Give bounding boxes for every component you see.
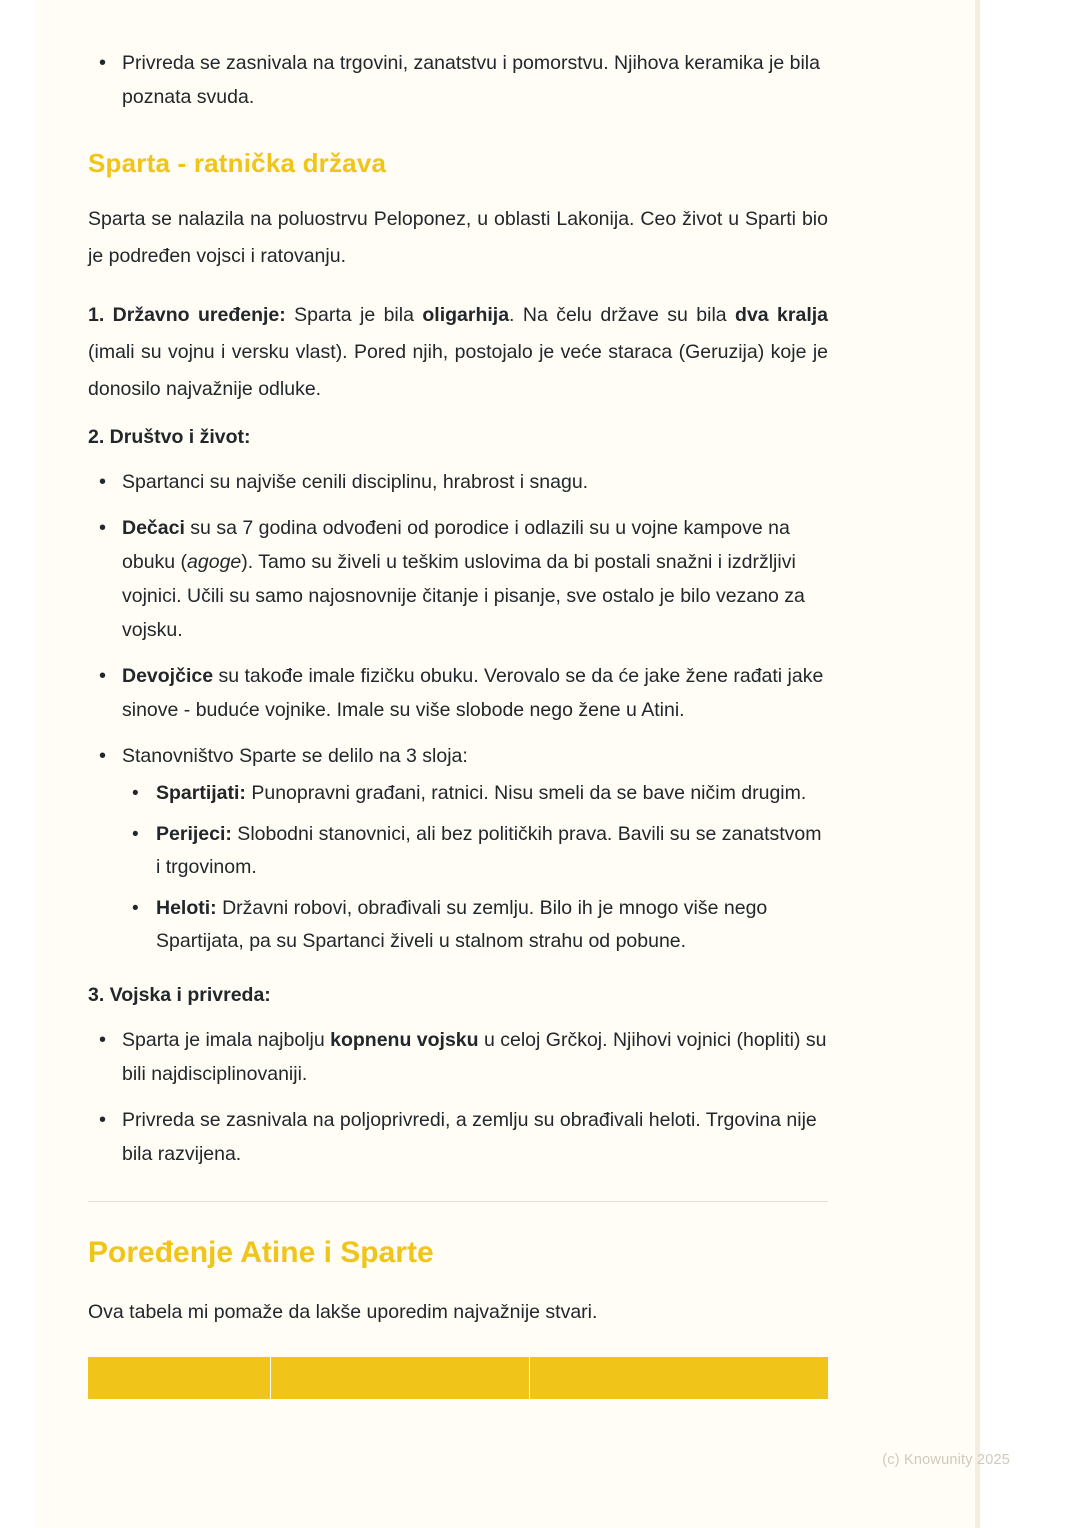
sparta-intro: Sparta se nalazila na poluostrvu Peloponez, u oblasti Lakonija. Ceo život u Sparti bio je podređen vojsci i ratovanju.	[88, 208, 828, 267]
point-1-text-b: . Na čelu države su bila	[509, 304, 736, 326]
point-1-bold-b: dva kralja	[735, 304, 829, 326]
bullet-text-b: u celoj Grčkoj. Njihovi vojnici (hopliti) su bili najdisciplinovaniji.	[122, 1029, 827, 1085]
comparison-table-header	[88, 1357, 828, 1399]
document-content	[88, 0, 828, 1399]
society-bullet-list	[88, 465, 828, 958]
bullet-text-a: Sparta je imala najbolju	[122, 1029, 331, 1051]
footer-credit: (c) Knowunity 2025	[882, 1452, 1010, 1468]
list-item	[122, 777, 828, 810]
social-classes-list	[122, 777, 828, 958]
list-item	[88, 511, 828, 647]
list-item	[88, 659, 828, 727]
list-item	[122, 818, 828, 884]
bullet-text: Privreda se zasnivala na trgovini, zanatstvu i pomorstvu. Njihova keramika je bila poznata svuda.	[122, 52, 820, 108]
point-1-label: 1. Državno uređenje:	[88, 304, 286, 326]
bullet-text-2: ). Tamo su živeli u teškim uslovima da bi postali snažni i izdržljivi vojnici. Učili su samo najosnovnije čitanje i pisanje, sve ostalo je bilo vezano za vojsku.	[122, 551, 805, 641]
bullet-text: Stanovništvo Sparte se delilo na 3 sloja:	[122, 745, 468, 767]
army-bullet-list	[88, 1023, 828, 1171]
bullet-text-a: Privreda se zasnivala na poljoprivredi, a zemlju su obrađivali heloti. Trgovina nije bila razvijena.	[122, 1109, 817, 1165]
page-left-margin	[0, 0, 35, 1528]
table-header-cell-1	[88, 1357, 270, 1399]
sparta-point-2-heading: 2. Društvo i život:	[88, 426, 251, 448]
list-item	[88, 46, 828, 114]
class-desc: Slobodni stanovnici, ali bez političkih prava. Bavili su se zanatstvom i trgovinom.	[156, 823, 822, 878]
table-header-cell-3	[530, 1357, 828, 1399]
sparta-point-3-heading: 3. Vojska i privreda:	[88, 984, 271, 1006]
table-header-cell-2	[271, 1357, 529, 1399]
class-name: Heloti:	[156, 897, 217, 919]
page-right-margin	[980, 0, 1080, 1528]
point-1-text-c: (imali su vojnu i versku vlast). Pored njih, postojalo je veće staraca (Geruzija) koje je donosilo najvažnije odluke.	[88, 341, 828, 400]
bullet-text: su takođe imale fizičku obuku. Verovalo se da će jake žene rađati jake sinove - buduće vojnike. Imale su više slobode nego žene u Atini.	[122, 665, 824, 721]
bullet-italic: agoge	[187, 551, 242, 573]
list-item	[122, 892, 828, 958]
bullet-text: Spartanci su najviše cenili disciplinu, hrabrost i snagu.	[122, 471, 589, 493]
bullet-bold: Devojčice	[122, 665, 214, 687]
point-1-text-a: Sparta je bila	[285, 304, 423, 326]
point-1-bold-a: oligarhija	[422, 304, 510, 326]
bullet-text: su sa 7 godina odvođeni od porodice i odlazili su u vojne kampove na obuku (	[122, 517, 790, 573]
class-desc: Državni robovi, obrađivali su zemlju. Bilo ih je mnogo više nego Spartijata, pa su Spartanci živeli u stalnom strahu od pobune.	[156, 897, 768, 952]
class-name: Spartijati:	[156, 782, 246, 804]
comparison-intro: Ova tabela mi pomaže da lakše uporedim najvažnije stvari.	[88, 1301, 598, 1323]
bullet-bold: kopnenu vojsku	[330, 1029, 479, 1051]
class-desc: Punopravni građani, ratnici. Nisu smeli da se bave ničim drugim.	[245, 782, 807, 804]
class-name: Perijeci:	[156, 823, 232, 845]
section-divider	[88, 1201, 828, 1202]
sparta-heading: Sparta - ratnička država	[88, 148, 387, 178]
list-item	[88, 1103, 828, 1171]
comparison-heading: Poređenje Atine i Sparte	[88, 1236, 434, 1269]
list-item	[88, 1023, 828, 1091]
bullet-bold: Dečaci	[122, 517, 185, 539]
sparta-point-1	[88, 297, 828, 408]
list-item	[88, 739, 828, 958]
list-item	[88, 465, 828, 499]
top-bullet-list	[88, 46, 828, 114]
